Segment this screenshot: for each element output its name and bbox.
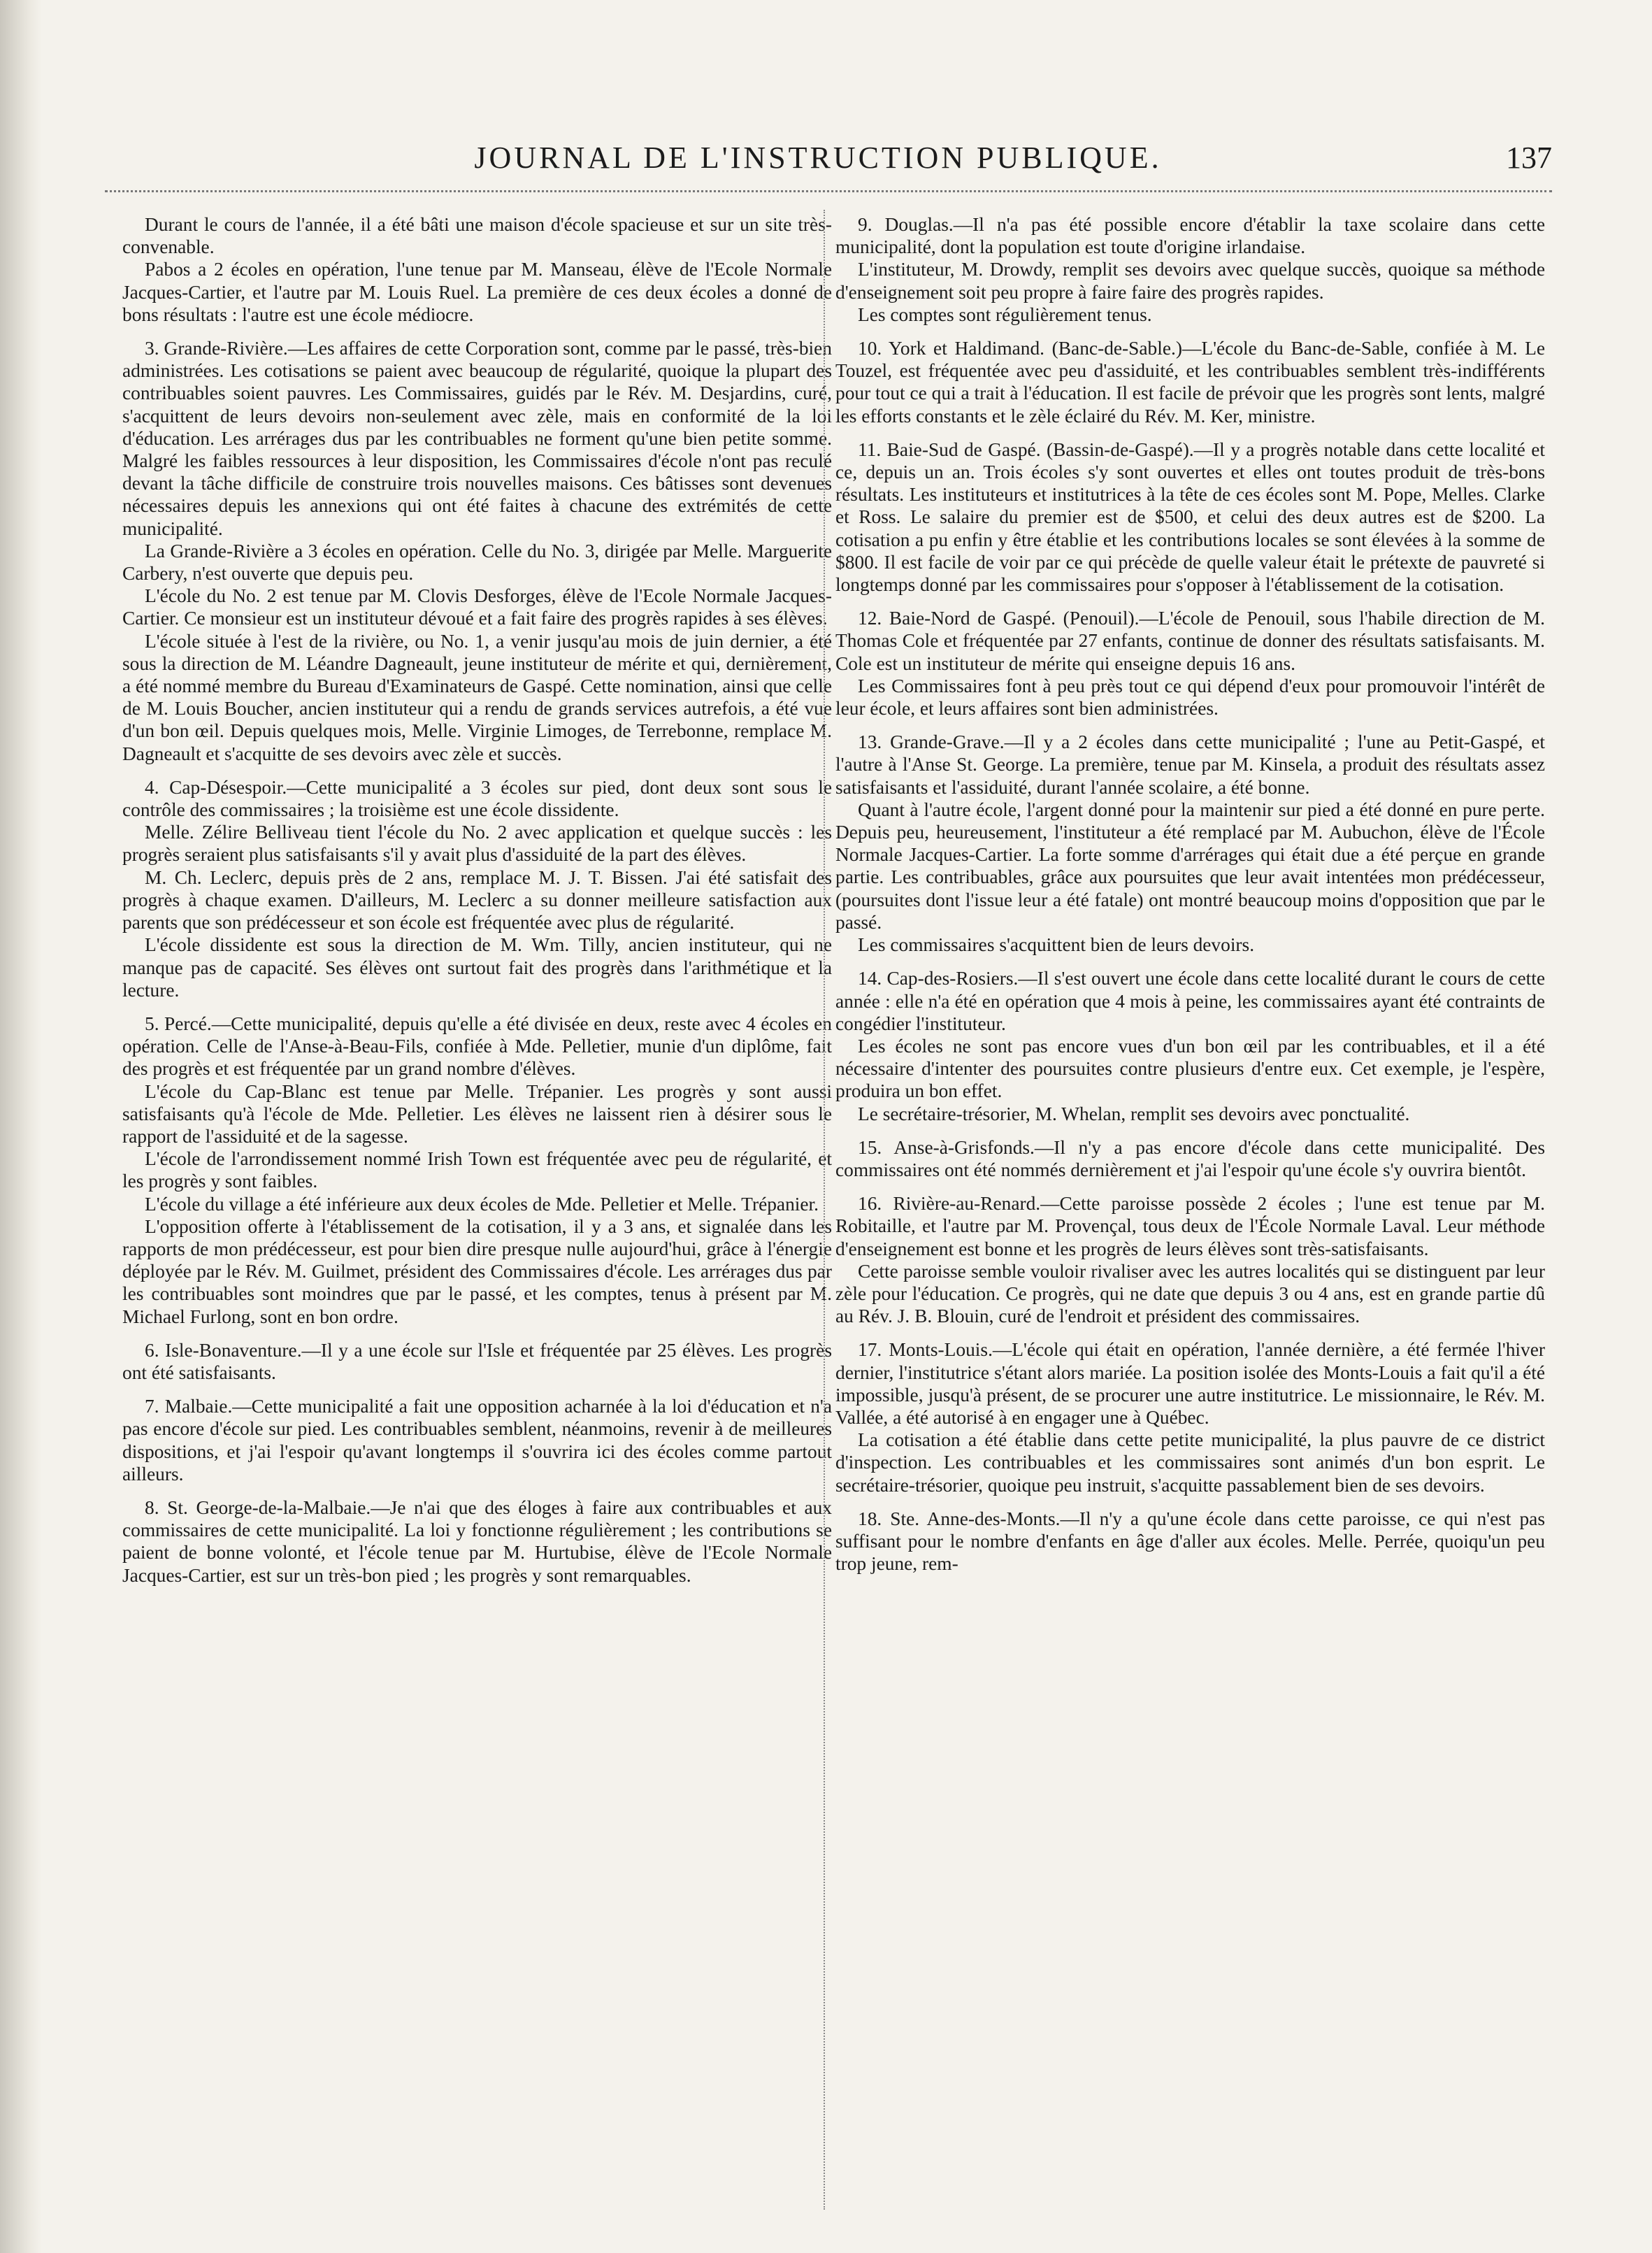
section-douglas: 9. Douglas.—Il n'a pas été possible encore d'établir la taxe scolaire dans cette municipalité, dont la population est toute d'origine irlandaise.: [835, 214, 1545, 258]
page-edge-shadow: [0, 0, 42, 2253]
section-anse-a-grisfonds: 15. Anse-à-Grisfonds.—Il n'y a pas encore d'école dans cette municipalité. Des commissaires ont été nommés dernièrement et j'ai l'espoir qu'une école s'y ouvrira bientôt.: [835, 1136, 1545, 1180]
paragraph: L'école de l'arrondissement nommé Irish Town est fréquentée avec peu de régularité, et les progrès y sont faibles.: [122, 1148, 832, 1192]
column-divider: [824, 210, 825, 2210]
paragraph: Les écoles ne sont pas encore vues d'un bon œil par les contribuables, et il a été nécessaire d'intenter des poursuites contre plusieurs d'entre eux. Cet exemple, je l'espère, produira un bon effet.: [835, 1035, 1545, 1102]
paragraph: L'école du Cap-Blanc est tenue par Melle. Trépanier. Les progrès y sont aussi satisfaisants qu'à l'école de Mde. Pelletier. Les élèves ne laissent rien à désirer sous le rapport de l'assiduité et de la sagesse.: [122, 1080, 832, 1147]
paragraph: Les commissaires s'acquittent bien de leurs devoirs.: [858, 934, 1255, 956]
section-baie-sud-de-gaspe: 11. Baie-Sud de Gaspé. (Bassin-de-Gaspé).—Il y a progrès notable dans cette localité et ce, depuis un an. Trois écoles s'y sont ouvertes et elles ont toutes produit de très-bons résultats. Les instituteurs et institutrices à la tête de ces écoles sont M. Pope, Melles. Clarke et Ross. Le salaire du premier est de $500, et celui des deux autres est de $200. La cotisation a pu enfin y être établie et les contributions locales se sont élevées à la somme de $800. Il est facile de voir par ce qui précède de quelle valeur était le prétexte de pauvreté si longtemps donné par les commissaires pour s'opposer à l'établissement de la cotisation.: [835, 438, 1545, 596]
paragraph: Melle. Zélire Belliveau tient l'école du No. 2 avec application et quelque succès : les progrès seraient plus satisfaisants s'il y avait plus d'assiduité de la part des élèves.: [122, 822, 832, 866]
paragraph: M. Ch. Leclerc, depuis près de 2 ans, remplace M. J. T. Bissen. J'ai été satisfait des progrès à chaque examen. D'ailleurs, M. Leclerc a su donner meilleure satisfaction aux parents que son prédécesseur et son école est fréquentée avec plus de régularité.: [122, 866, 832, 934]
paragraph: Cette paroisse semble vouloir rivaliser avec les autres localités qui se distinguent par leur zèle pour l'éducation. Ce progrès, qui ne date que depuis 3 ou 4 ans, est en grande partie dû au Rév. J. B. Blouin, curé de l'endroit et président des commissaires.: [835, 1260, 1545, 1327]
section-isle-bonaventure: 6. Isle-Bonaventure.—Il y a une école sur l'Isle et fréquentée par 25 élèves. Les progrès ont été satisfaisants.: [122, 1339, 832, 1383]
paragraph: L'école dissidente est sous la direction de M. Wm. Tilly, ancien instituteur, qui ne manque pas de capacité. Ses élèves ont surtout fait des progrès dans l'arithmétique et la lecture.: [122, 934, 832, 1001]
paragraph: Les Commissaires font à peu près tout ce qui dépend d'eux pour promouvoir l'intérêt de leur école, et leurs affaires sont bien administrées.: [835, 675, 1545, 720]
paragraph: Durant le cours de l'année, il a été bâti une maison d'école spacieuse et sur un site très-convenable.: [122, 214, 832, 258]
section-perce: 5. Percé.—Cette municipalité, depuis qu'elle a été divisée en deux, reste avec 4 écoles en opération. Celle de l'Anse-à-Beau-Fils, confiée à Mde. Pelletier, munie d'un diplôme, fait des progrès et est fréquentée par un grand nombre d'élèves.: [122, 1013, 832, 1080]
right-column: [835, 213, 1545, 2220]
paragraph: Quant à l'autre école, l'argent donné pour la maintenir sur pied a été donné en pure perte. Depuis peu, heureusement, l'instituteur a été remplacé par M. Aubuchon, élève de l'École Normale Jacques-Cartier. La forte somme d'arrérages qui était due a été perçue en grande partie. Les contribuables, grâce aux poursuites que leur avait intentées mon prédécesseur, (poursuites dont l'issue leur a été fatale) ont montré beaucoup moins d'opposition que par le passé.: [835, 799, 1545, 933]
paragraph: L'instituteur, M. Drowdy, remplit ses devoirs avec quelque succès, quoique sa méthode d'enseignement soit peu propre à faire faire des progrès rapides.: [835, 259, 1545, 303]
paragraph: Le secrétaire-trésorier, M. Whelan, remplit ses devoirs avec ponctualité.: [858, 1103, 1410, 1124]
section-st-george-de-la-malbaie: 8. St. George-de-la-Malbaie.—Je n'ai que des éloges à faire aux contribuables et aux commissaires de cette municipalité. La loi y fonctionne régulièrement ; les contributions se paient de bonne volonté, et l'école tenue par M. Hurtubise, élève de l'Ecole Normale Jacques-Cartier, est sur un très-bon pied ; les progrès y sont remarquables.: [122, 1496, 832, 1586]
section-malbaie: 7. Malbaie.—Cette municipalité a fait une opposition acharnée à la loi d'éducation et n'a pas encore d'école sur pied. Les contribuables semblent, néanmoins, revenir à de meilleures dispositions, et j'ai l'espoir qu'avant longtemps il s'ouvrira ici des écoles comme partout ailleurs.: [122, 1396, 832, 1485]
page-number: 137: [1506, 141, 1552, 175]
paragraph: La cotisation a été établie dans cette petite municipalité, la plus pauvre de ce district d'inspection. Les contribuables et les commissaires sont animés d'un bon esprit. Le secrétaire-trésorier, quoique peu instruit, s'acquitte passablement bien de ses devoirs.: [835, 1429, 1545, 1496]
paragraph: L'école située à l'est de la rivière, ou No. 1, a venir jusqu'au mois de juin dernier, a été sous la direction de M. Léandre Dagneault, jeune instituteur de mérite et qui, dernièrement, a été nommé membre du Bureau d'Examinateurs de Gaspé. Cette nomination, ainsi que celle de M. Louis Boucher, ancien instituteur qui a rendu de grands services autrefois, a été vue d'un bon œil. Depuis quelques mois, Melle. Virginie Limoges, de Terrebonne, remplace M. Dagneault et s'acquitte de ses devoirs avec zèle et succès.: [122, 630, 832, 764]
page-header: [84, 140, 1552, 182]
journal-title: JOURNAL DE L'INSTRUCTION PUBLIQUE.: [474, 141, 1162, 175]
paragraph: La Grande-Rivière a 3 écoles en opération. Celle du No. 3, dirigée par Melle. Marguerite Carbery, n'est ouverte que depuis peu.: [122, 540, 832, 585]
paragraph: Pabos a 2 écoles en opération, l'une tenue par M. Manseau, élève de l'Ecole Normale Jacques-Cartier, et l'autre par M. Louis Ruel. La première de ces deux écoles a donné de bons résultats : l'autre est une école médiocre.: [122, 259, 832, 325]
section-york-et-haldimand: 10. York et Haldimand. (Banc-de-Sable.)—L'école du Banc-de-Sable, confiée à M. Le Touzel, est fréquentée avec peu d'assiduité, et les contribuables semblent très-indifférents pour tout ce qui a trait à l'éducation. Il est facile de prévoir que les progrès sont lents, malgré les efforts constants et le zèle éclairé du Rév. M. Ker, ministre.: [835, 338, 1545, 427]
section-grande-grave: 13. Grande-Grave.—Il y a 2 écoles dans cette municipalité ; l'une au Petit-Gaspé, et l'autre à l'Anse St. George. La première, tenue par M. Kinsela, a produit des résultats assez satisfaisants et l'assiduité, durant l'année scolaire, a été bonne.: [835, 731, 1545, 798]
section-ste-anne-des-monts: 18. Ste. Anne-des-Monts.—Il n'y a qu'une école dans cette paroisse, ce qui n'est pas suffisant pour le nombre d'enfants en âge d'aller aux écoles. Melle. Perrée, quoiqu'un peu trop jeune, rem-: [835, 1508, 1545, 1575]
section-monts-louis: 17. Monts-Louis.—L'école qui était en opération, l'année dernière, a été fermée l'hiver dernier, l'institutrice s'étant alors mariée. La position isolée des Monts-Louis a fait qu'il a été impossible, jusqu'à présent, de se procurer une autre institutrice. Le missionnaire, le Rév. M. Vallée, a été autorisé à en engager une à Québec.: [835, 1339, 1545, 1428]
header-divider: [105, 190, 1552, 192]
section-grande-riviere: 3. Grande-Rivière.—Les affaires de cette Corporation sont, comme par le passé, très-bien administrées. Les cotisations se paient avec beaucoup de régularité, quoique la plupart des contribuables soient pauvres. Les Commissaires, guidés par le Rév. M. Desjardins, curé, s'acquittent de leurs devoirs non-seulement avec zèle, mais en conformité de la loi d'éducation. Les arrérages dus par les contribuables ne forment qu'une bien petite somme. Malgré les faibles ressources à leur disposition, les Commissaires d'école n'ont pas reculé devant la tâche difficile de construire trois nouvelles maisons. Ces bâtisses sont devenues nécessaires depuis les annexions qui ont été faites à chacune des extrémités de cette municipalité.: [122, 338, 832, 539]
section-riviere-au-renard: 16. Rivière-au-Renard.—Cette paroisse possède 2 écoles ; l'une est tenue par M. Robitaille, et l'autre par M. Provençal, tous deux de l'École Normale Laval. Leur méthode d'enseignement est bonne et les progrès de leurs élèves sont très-satisfaisants.: [835, 1193, 1545, 1259]
paragraph: L'opposition offerte à l'établissement de la cotisation, il y a 3 ans, et signalée dans les rapports de mon prédécesseur, est pour bien dire presque nulle aujourd'hui, grâce à l'énergie déployée par le Rév. M. Guilmet, président des Commissaires d'école. Les arrérages dus par les contribuables sont moindres que par le passé, et les comptes, tenus à présent par M. Michael Furlong, sont en bon ordre.: [122, 1215, 832, 1327]
section-cap-des-rosiers: 14. Cap-des-Rosiers.—Il s'est ouvert une école dans cette localité durant le cours de cette année : elle n'a été en opération que 4 mois à peine, les commissaires ayant été contraints de congédier l'instituteur.: [835, 968, 1545, 1034]
paragraph: Les comptes sont régulièrement tenus.: [858, 303, 1152, 325]
section-baie-nord-de-gaspe: 12. Baie-Nord de Gaspé. (Penouil).—L'école de Penouil, sous l'habile direction de M. Thomas Cole et fréquentée par 27 enfants, continue de donner des résultats satisfaisants. M. Cole est un instituteur de mérite qui enseigne depuis 16 ans.: [835, 608, 1545, 674]
left-column: [122, 213, 832, 2220]
section-cap-desespoir: 4. Cap-Désespoir.—Cette municipalité a 3 écoles sur pied, dont deux sont sous le contrôle des commissaires ; la troisième est une école dissidente.: [122, 776, 832, 821]
paragraph: L'école du village a été inférieure aux deux écoles de Mde. Pelletier et Melle. Trépanier.: [145, 1193, 819, 1215]
paragraph: L'école du No. 2 est tenue par M. Clovis Desforges, élève de l'Ecole Normale Jacques-Cartier. Ce monsieur est un instituteur dévoué et a fait faire des progrès rapides à ses élèves.: [122, 585, 832, 629]
